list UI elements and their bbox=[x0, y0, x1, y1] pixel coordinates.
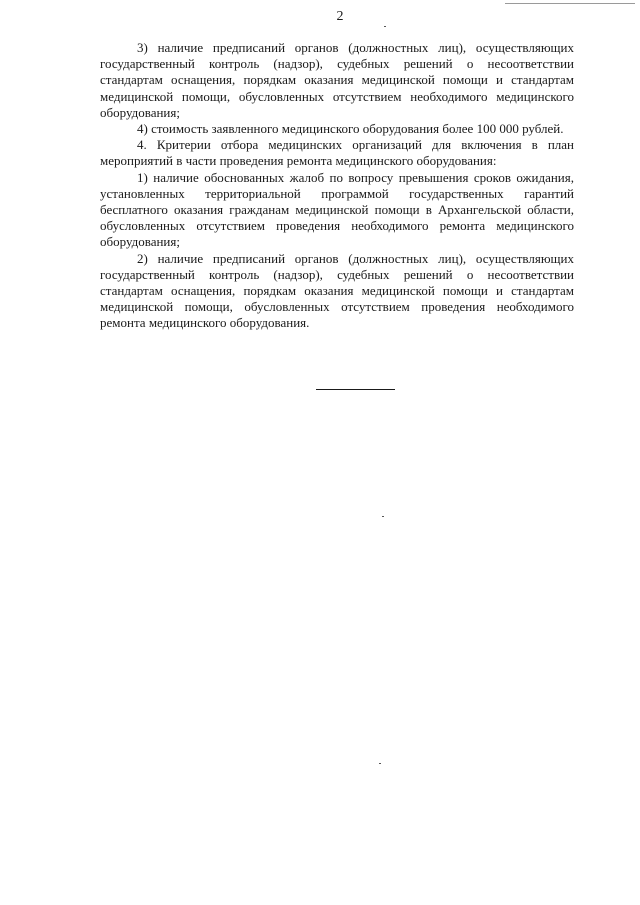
paragraph-repair-prescriptions: 2) наличие предписаний органов (должностных лиц), осуществляющих государственный контроль (надзор), судебных решений о несоответствии стандартам оснащения, порядкам оказания медицинской помощи и стандартам медицинской помощи, обусловленных отсутствием проведения необходимого ремонта медицинского оборудования. bbox=[100, 250, 574, 331]
scan-speck bbox=[382, 516, 384, 517]
scan-speck bbox=[384, 26, 386, 27]
top-edge-line bbox=[505, 3, 635, 4]
scan-speck bbox=[379, 763, 381, 764]
paragraph-equipment-prescriptions: 3) наличие предписаний органов (должностных лиц), осуществляющих государственный контроль (надзор), судебных решений о несоответствии стандартам оснащения, порядкам оказания медицинской помощи и стандартам медицинской помощи, обусловленных отсутствием необходимого медицинского оборудования; bbox=[100, 40, 574, 120]
paragraph-repair-criteria-heading: 4. Критерии отбора медицинских организаций для включения в план мероприятий в части проведения ремонта медицинского оборудования: bbox=[100, 137, 574, 169]
paragraph-equipment-cost: 4) стоимость заявленного медицинского оборудования более 100 000 рублей. bbox=[137, 121, 564, 137]
page-number: 2 bbox=[336, 9, 344, 24]
document-body bbox=[100, 40, 574, 332]
end-of-text-rule bbox=[316, 389, 395, 390]
paragraph-repair-complaints: 1) наличие обоснованных жалоб по вопросу превышения сроков ожидания, установленных территориальной программой государственных гарантий бесплатного оказания гражданам медицинской помощи в Архангельской области, обусловленных отсутствием проведения необходимого ремонта медицинского оборудования; bbox=[100, 169, 574, 250]
